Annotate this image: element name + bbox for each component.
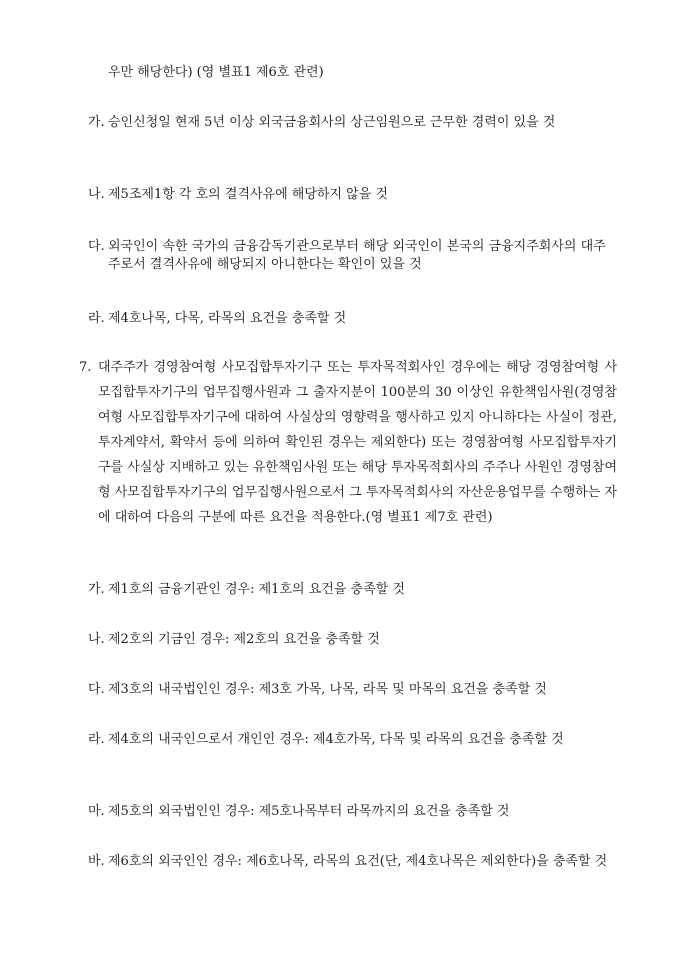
item-number: 7. — [79, 360, 92, 375]
item-text: 제4호의 내국인으로서 개인인 경우: 제4호가목, 다목 및 라목의 요건을 충족할 것 — [108, 732, 564, 747]
list-item — [88, 310, 608, 328]
item-marker: 라. — [88, 732, 105, 747]
item-text: 제5호의 외국법인인 경우: 제5호나목부터 라목까지의 요건을 충족할 것 — [108, 804, 510, 819]
item-text: 대주주가 경영참여형 사모집합투자기구 또는 투자목적회사인 경우에는 해당 경영참여형 사모집합투자기구의 업무집행사원과 그 출자지분이 100분의 30 이상인 유한책임사원(경영참여형 사모집합투자기구에 대하여 사실상의 영향력을 행사하고 있지 아니하다는 사실이 정관, 투자계약서, 확약서 등에 의하여 확인된 경우는 제외한다) 또는 경영참여형 사모집합투자기구를 사실상 지배하고 있는 유한책임사원 또는 해당 투자목적회사의 주주나 사원인 경영참여형 사모집합투자기구의 업무집행사원으로서 그 투자목적회사의 자산운용업무를 수행하는 자에 대하여 다음의 구분에 따른 요건을 적용한다.(영 별표1 제7호 관련) — [98, 360, 617, 525]
item-text: 제4호나목, 다목, 라목의 요건을 충족할 것 — [108, 311, 347, 326]
numbered-item — [79, 355, 617, 530]
item-marker: 마. — [88, 804, 105, 819]
item-marker: 나. — [88, 187, 105, 202]
item-marker: 가. — [88, 115, 105, 130]
list-item — [88, 238, 608, 274]
item-text: 제2호의 기금인 경우: 제2호의 요건을 충족할 것 — [108, 632, 380, 647]
item-text: 외국인이 속한 국가의 금융감독기관으로부터 해당 외국인이 본국의 금융지주회사의 대주주로서 결격사유에 해당되지 아니한다는 확인이 있을 것 — [108, 239, 606, 272]
item-marker: 나. — [88, 632, 105, 647]
item-text: 제6호의 외국인인 경우: 제6호나목, 라목의 요건(단, 제4호나목은 제외한다)을 충족할 것 — [108, 854, 608, 869]
list-item — [88, 186, 608, 204]
item-marker: 다. — [88, 682, 105, 697]
item-marker: 라. — [88, 311, 105, 326]
list-item — [88, 114, 608, 132]
item-text: 제1호의 금융기관인 경우: 제1호의 요건을 충족할 것 — [108, 582, 405, 597]
list-item — [88, 853, 608, 871]
continuation-line: 우만 해당한다) (영 별표1 제6호 관련) — [108, 65, 324, 80]
item-marker: 바. — [88, 854, 105, 869]
item-text: 제3호의 내국법인인 경우: 제3호 가목, 나목, 라목 및 마목의 요건을 충족할 것 — [108, 682, 547, 697]
item-text: 승인신청일 현재 5년 이상 외국금융회사의 상근임원으로 근무한 경력이 있을 것 — [108, 115, 556, 130]
list-item — [88, 803, 608, 821]
item-text: 제5조제1항 각 호의 결격사유에 해당하지 않을 것 — [108, 187, 388, 202]
item-marker: 가. — [88, 582, 105, 597]
list-item — [88, 731, 608, 749]
item-marker: 다. — [88, 239, 105, 254]
list-item — [88, 631, 608, 649]
list-item — [88, 581, 608, 599]
list-item — [88, 681, 608, 699]
